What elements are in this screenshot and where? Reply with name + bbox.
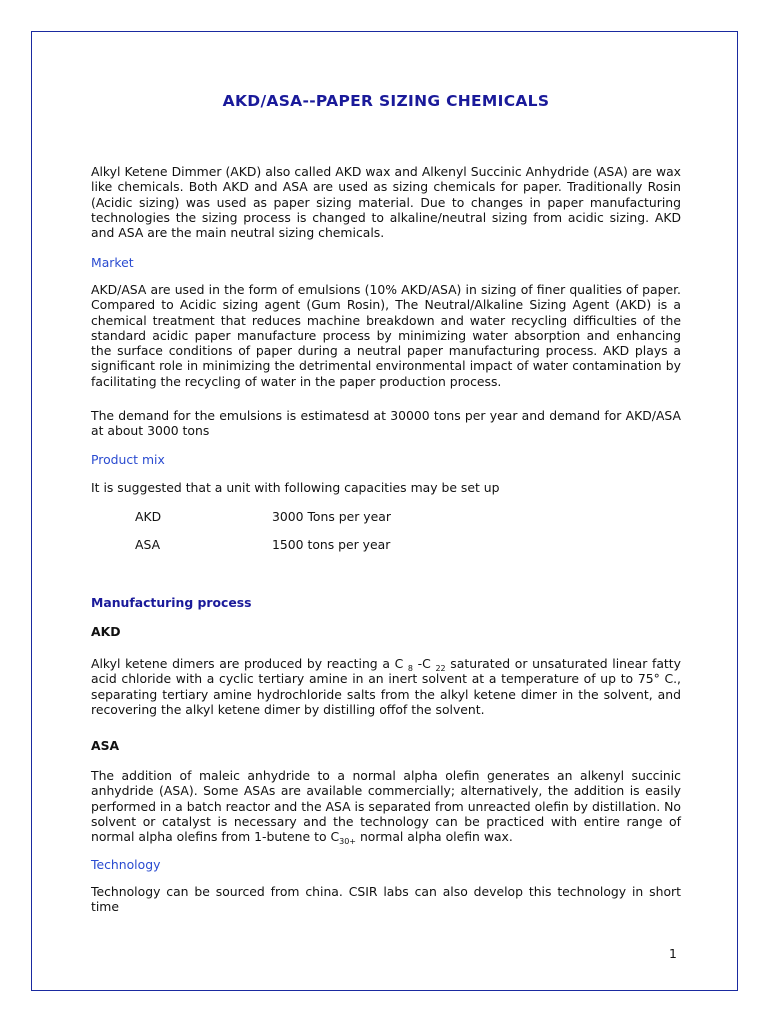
technology-heading: Technology bbox=[91, 857, 161, 872]
product-row bbox=[135, 537, 535, 552]
product-name: AKD bbox=[135, 509, 162, 524]
technology-paragraph: Technology can be sourced from china. CSIR labs can also develop this technology in short time bbox=[91, 884, 681, 915]
akd-paragraph: Alkyl ketene dimers are produced by reacting a C $_8$ -C $_{22}$ saturated or unsaturated linear fatty acid chloride with a cyclic tertiary amine in an inert solvent at a temperature of up to 75° C., separating tertiary amine hydrochloride salts from the alkyl ketene dimer in the solvent, and recovering the alkyl ketene dimer by distilling offof the solvent. bbox=[91, 656, 681, 717]
document-page bbox=[31, 31, 738, 991]
manufacturing-heading: Manufacturing process bbox=[91, 595, 252, 610]
asa-heading: ASA bbox=[91, 738, 120, 753]
product-row bbox=[135, 509, 535, 524]
page-number: 1 bbox=[669, 946, 677, 961]
product-mix-intro: It is suggested that a unit with following capacities may be set up bbox=[91, 480, 500, 495]
product-capacity: 3000 Tons per year bbox=[272, 509, 391, 524]
intro-paragraph: Alkyl Ketene Dimmer (AKD) also called AKD wax and Alkenyl Succinic Anhydride (ASA) are wax like chemicals. Both AKD and ASA are used as sizing chemicals for paper. Traditionally Rosin (Acidic sizing) was used as paper sizing material. Due to changes in paper manufacturing technologies the sizing process is changed to alkaline/neutral sizing from acidic sizing. AKD and ASA are the main neutral sizing chemicals. bbox=[91, 164, 681, 241]
market-paragraph-2: The demand for the emulsions is estimatesd at 30000 tons per year and demand for AKD/ASA at about 3000 tons bbox=[91, 408, 681, 439]
akd-heading: AKD bbox=[91, 624, 121, 639]
product-capacity: 1500 tons per year bbox=[272, 537, 391, 552]
document-title: AKD/ASA--PAPER SIZING CHEMICALS bbox=[222, 92, 550, 110]
market-paragraph-1: AKD/ASA are used in the form of emulsions (10% AKD/ASA) in sizing of finer qualities of paper. Compared to Acidic sizing agent (Gum Rosin), The Neutral/Alkaline Sizing Agent (AKD) is a chemical treatment that reduces machine breakdown and water recycling difficulties of the standard acidic paper manufacture process by minimizing water absorption and enhancing the surface conditions of paper during a neutral paper manufacturing process. AKD plays a significant role in minimizing the detrimental environmental impact of water contamination by facilitating the recycling of water in the paper production process. bbox=[91, 282, 681, 389]
product-mix-heading: Product mix bbox=[91, 452, 165, 467]
product-name: ASA bbox=[135, 537, 161, 552]
asa-paragraph: The addition of maleic anhydride to a normal alpha olefin generates an alkenyl succinic anhydride (ASA). Some ASAs are available commercially; alternatively, the addition is easily performed in a batch reactor and the ASA is separated from unreacted olefin by distillation. No solvent or catalyst is necessary and the technology can be practiced with entire range of normal alpha olefins from 1-butene to $C_{30+}$ normal alpha olefin wax. bbox=[91, 768, 681, 847]
market-heading: Market bbox=[91, 255, 134, 270]
